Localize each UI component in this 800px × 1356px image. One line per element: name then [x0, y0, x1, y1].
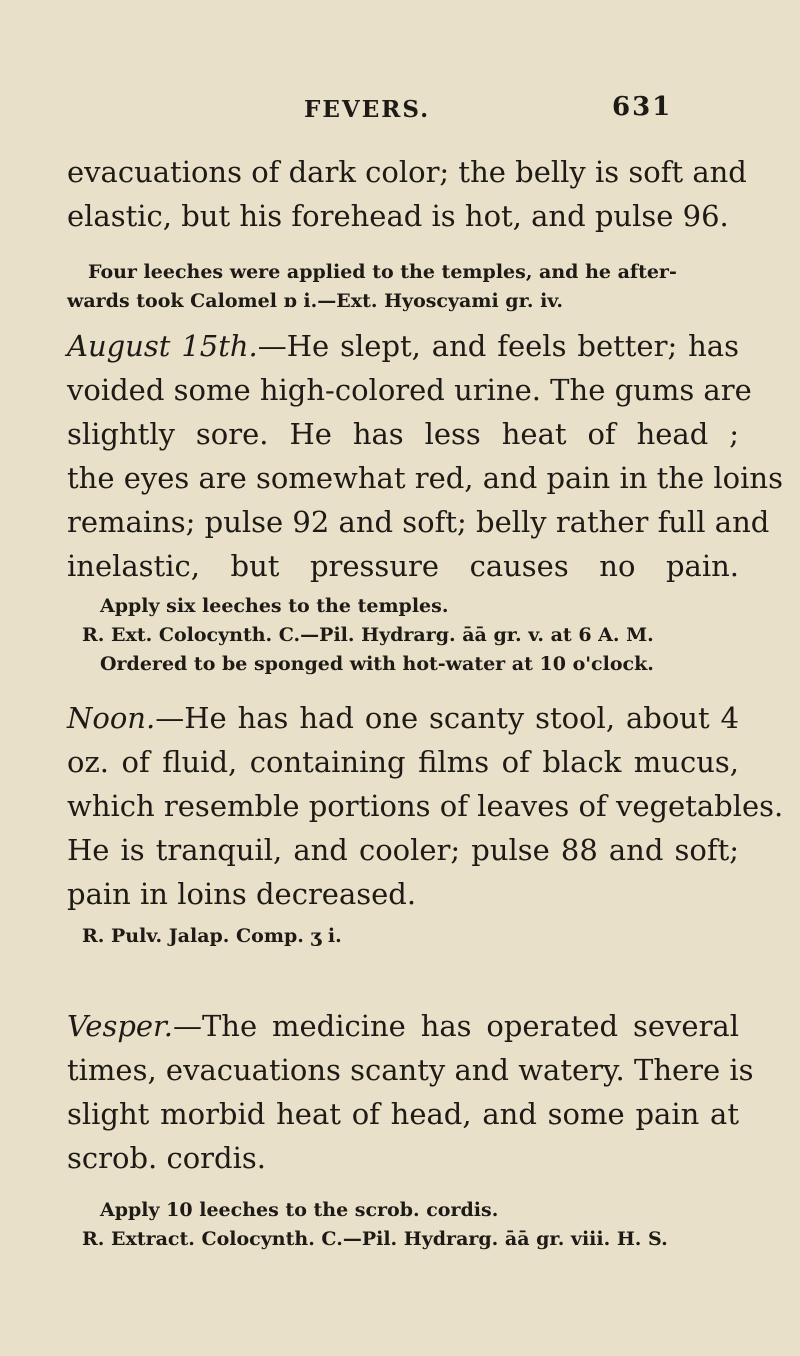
text-line: slightly sore. He has less heat of head ;	[67, 417, 739, 451]
text-line: He is tranquil, and cooler; pulse 88 and soft;	[67, 833, 739, 867]
text-line: elastic, but his forehead is hot, and pulse 96.	[67, 199, 729, 233]
text-line: inelastic, but pressure causes no pain.	[67, 549, 739, 583]
rx-line: wards took Calomel ɒ i.—Ext. Hyoscyami gr. iv.	[67, 290, 564, 312]
entry-time: Vesper.	[67, 1009, 173, 1043]
text-fragment: —He has had one scanty stool, about 4	[155, 701, 739, 735]
text-line: oz. of fluid, containing films of black mucus,	[67, 745, 739, 779]
paragraph-evacuations	[67, 150, 747, 238]
text-line	[67, 696, 739, 740]
prescription-scrob-cordis	[82, 1196, 740, 1254]
text-fragment: —The medicine has operated several	[172, 1009, 739, 1043]
text-line: slight morbid heat of head, and some pain at	[67, 1097, 739, 1131]
text-line: pain in loins decreased.	[67, 877, 417, 911]
paragraph-noon	[67, 696, 784, 916]
text-fragment: —He slept, and feels better; has	[257, 329, 739, 363]
rx-line: Apply six leeches to the temples.	[100, 595, 449, 617]
paragraph-august-15	[67, 324, 783, 588]
text-line	[67, 1004, 739, 1048]
text-line: times, evacuations scanty and watery. There is	[67, 1053, 754, 1087]
text-line: voided some high-colored urine. The gums are	[67, 373, 752, 407]
rx-line: R. Ext. Colocynth. C.—Pil. Hydrarg. āā gr. v. at 6 A. M.	[82, 624, 654, 646]
text-line: the eyes are somewhat red, and pain in the loins	[67, 461, 783, 495]
rx-line: Ordered to be sponged with hot-water at 10 o'clock.	[100, 653, 654, 675]
text-line: scrob. cordis.	[67, 1141, 266, 1175]
prescription-leeches-calomel	[67, 258, 738, 316]
prescription-jalap	[82, 922, 732, 951]
rx-line: Apply 10 leeches to the scrob. cordis.	[100, 1199, 499, 1221]
text-line: remains; pulse 92 and soft; belly rather full and	[67, 505, 770, 539]
running-head-title: FEVERS.	[304, 96, 431, 123]
entry-time: Noon.	[67, 701, 156, 735]
rx-line: R. Extract. Colocynth. C.—Pil. Hydrarg. āā gr. viii. H. S.	[82, 1228, 668, 1250]
text-line	[67, 324, 739, 368]
page-number: 631	[612, 92, 673, 122]
entry-date: August 15th.	[67, 329, 258, 363]
text-line: evacuations of dark color; the belly is soft and	[67, 155, 747, 189]
rx-line: Four leeches were applied to the temples, and he after-	[88, 261, 677, 283]
prescription-colocynth	[82, 592, 740, 679]
text-line: which resemble portions of leaves of vegetables.	[67, 789, 784, 823]
rx-line: R. Pulv. Jalap. Comp. ʒ i.	[82, 925, 342, 947]
paragraph-vesper	[67, 1004, 754, 1180]
